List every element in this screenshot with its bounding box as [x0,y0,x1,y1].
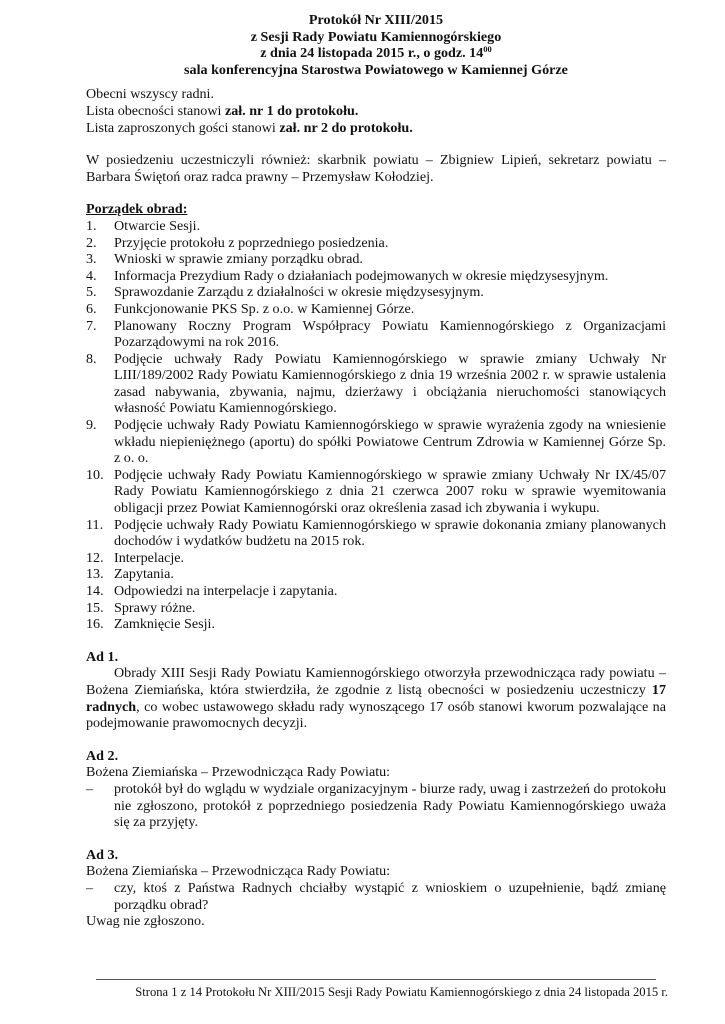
attendance-line: Obecni wszyscy radni. [86,86,214,103]
agenda-item-number: 2. [86,234,97,251]
ad2-title: Ad 2. [86,747,119,764]
ad1-section [86,649,666,732]
ad3-title: Ad 3. [86,846,119,863]
document-header [86,12,666,78]
agenda-item-text: Podjęcie uchwały Rady Powiatu Kamiennogórskiego w sprawie zmiany Uchwały Nr LIII/189/2002 Rady Powiatu Kamiennogórskiego z dnia 19 września 2002 r. w sprawie ustalenia zasad nabywania, zbywania, najmu, dzierżawy i obciążania nieruchomości stanowiących własność Powiatu Kamiennogórskiego. [114,350,666,417]
agenda-item [86,351,666,417]
agenda-item [86,566,666,583]
agenda-item [86,235,666,252]
agenda-item [86,600,666,617]
agenda-item-number: 7. [86,317,97,334]
session-title: z Sesji Rady Powiatu Kamiennogórskiego [250,28,502,45]
ad3-item-text: czy, ktoś z Państwa Radnych chciałby wystąpić z wnioskiem o uzupełnienie, bądź zmianę porządku obrad? [114,879,666,913]
ad3-section [86,847,666,930]
agenda-list [86,218,666,633]
ad1-text-post: , co wobec ustawowego składu rady wynoszącego 17 osób stanowi kworum pozwalające na podejmowanie prawomocnych decyzji. [86,698,666,732]
attendance-list-text: Lista obecności stanowi [86,102,225,119]
agenda-item-number: 11. [86,516,104,533]
agenda-item-number: 3. [86,251,97,268]
agenda-item-text: Otwarcie Sesji. [114,217,201,234]
agenda-item [86,550,666,567]
agenda-item-number: 15. [86,599,104,616]
session-date [86,45,666,62]
agenda-item-text: Zapytania. [114,566,174,583]
session-date-text: z dnia 24 listopada 2015 r., o godz. 14 [260,45,484,62]
participants-paragraph: W posiedzeniu uczestniczyli również: skarbnik powiatu – Zbigniew Lipień, sekretarz powiatu – Barbara Świętoń oraz radca prawny – Przemysław Kołodziej. [86,152,666,185]
agenda-item-number: 1. [86,217,97,234]
agenda-item-text: Informacja Prezydium Rady o działaniach podejmowanych w okresie międzysesyjnym. [114,267,609,284]
agenda-item [86,251,666,268]
document-content [86,12,666,930]
agenda-item [86,318,666,351]
agenda-item-text: Wnioski w sprawie zmiany porządku obrad. [114,251,363,268]
session-time-minutes: 00 [483,44,492,55]
agenda-title: Porządek obrad: [86,201,188,218]
agenda-item-text: Zamknięcie Sesji. [114,616,215,633]
agenda-item-text: Odpowiedzi na interpelacje i zapytania. [114,583,338,599]
ad1-text-pre: Obrady XIII Sesji Rady Powiatu Kamiennogórskiego otworzyła przewodnicząca rady powiatu – Bożena Ziemiańska, która stwierdziła, że zgodnie z listą obecności w posiedzeniu uczestniczy [86,665,666,698]
page-footer: Strona 1 z 14 Protokołu Nr XIII/2015 Sesji Rady Powiatu Kamiennogórskiego z dnia 24 listopada 2015 r. [135,985,668,999]
agenda-item-number: 5. [86,284,97,301]
agenda-item [86,467,666,517]
session-venue: sala konferencyjna Starostwa Powiatowego w Kamiennej Górze [184,61,568,78]
agenda-item [86,301,666,318]
agenda-item-number: 12. [86,549,104,566]
footer-divider [96,979,656,980]
agenda-item-text: Sprawozdanie Zarządu z działalności w okresie międzysesyjnym. [114,284,484,301]
agenda-item [86,218,666,235]
agenda-item [86,583,666,600]
agenda-item [86,417,666,467]
ad2-item [86,781,666,831]
agenda-item-number: 6. [86,300,97,317]
agenda-item-number: 9. [86,417,97,434]
agenda-item-text: Przyjęcie protokołu z poprzedniego posiedzenia. [114,234,389,251]
attendance-list-line [86,103,666,120]
agenda-section [86,201,666,632]
ad1-title: Ad 1. [86,648,119,665]
ad1-paragraph [86,665,666,731]
agenda-item-text: Podjęcie uchwały Rady Powiatu Kamiennogórskiego w sprawie zmiany Uchwały Nr IX/45/07 Rady Powiatu Kamiennogórskiego z dnia 21 czerwca 2007 roku w sprawie wyemitowania obligacji przez Powiat Kamiennogórski oraz określenia zasad ich zbywania i wykupu. [114,466,666,517]
agenda-item [86,284,666,301]
ad3-dash: – [86,879,94,896]
ad1-councillor-count: 17 radnych [86,681,666,715]
ad2-dash: – [86,780,94,797]
attachment-1-ref: zał. nr 1 do protokołu. [224,102,359,119]
attachment-2-ref: zał. nr 2 do protokołu. [279,119,413,136]
agenda-item-text: Interpelacje. [114,549,185,566]
ad3-item [86,880,666,913]
agenda-item-text: Podjęcie uchwały Rady Powiatu Kamiennogórskiego w sprawie dokonania zmiany planowanych dochodów i wydatków budżetu na 2015 rok. [114,516,666,550]
agenda-item-text: Funkcjonowanie PKS Sp. z o.o. w Kamiennej Górze. [114,300,415,317]
agenda-item-text: Sprawy różne. [114,599,196,616]
agenda-item-number: 4. [86,267,97,284]
agenda-item-text: Podjęcie uchwały Rady Powiatu Kamiennogórskiego w sprawie wyrażenia zgody na wniesienie wkładu niepieniężnego (aportu) do spółki Powiatowe Centrum Zdrowia w Kamiennej Górze Sp. z o. o. [114,417,666,467]
agenda-item-number: 10. [86,466,104,483]
ad2-item-text: protokół był do wglądu w wydziale organizacyjnym - biurze rady, uwag i zastrzeżeń do protokołu nie zgłoszono, protokół z poprzedniego posiedzenia Rady Powiatu Kamiennogórskiego uważa się za przyjęty. [114,780,666,831]
guests-list-text: Lista zaproszonych gości stanowi [86,119,280,136]
ad3-speaker: Bożena Ziemiańska – Przewodnicząca Rady Powiatu: [86,863,391,880]
guests-list-line [86,120,666,137]
agenda-item-text: Planowany Roczny Program Współpracy Powiatu Kamiennogórskiego z Organizacjami Pozarządowymi na rok 2016. [114,317,666,351]
ad2-speaker: Bożena Ziemiańska – Przewodnicząca Rady Powiatu: [86,764,391,781]
agenda-item-number: 16. [86,616,104,633]
agenda-item [86,268,666,285]
ad2-section [86,748,666,831]
agenda-item [86,616,666,633]
agenda-item-number: 14. [86,583,104,599]
protocol-title: Protokół Nr XIII/2015 [308,12,444,28]
agenda-item [86,517,666,550]
agenda-item-number: 8. [86,350,97,367]
ad3-note: Uwag nie zgłoszono. [86,913,205,930]
agenda-item-number: 13. [86,566,104,583]
attendance-block [86,86,666,136]
